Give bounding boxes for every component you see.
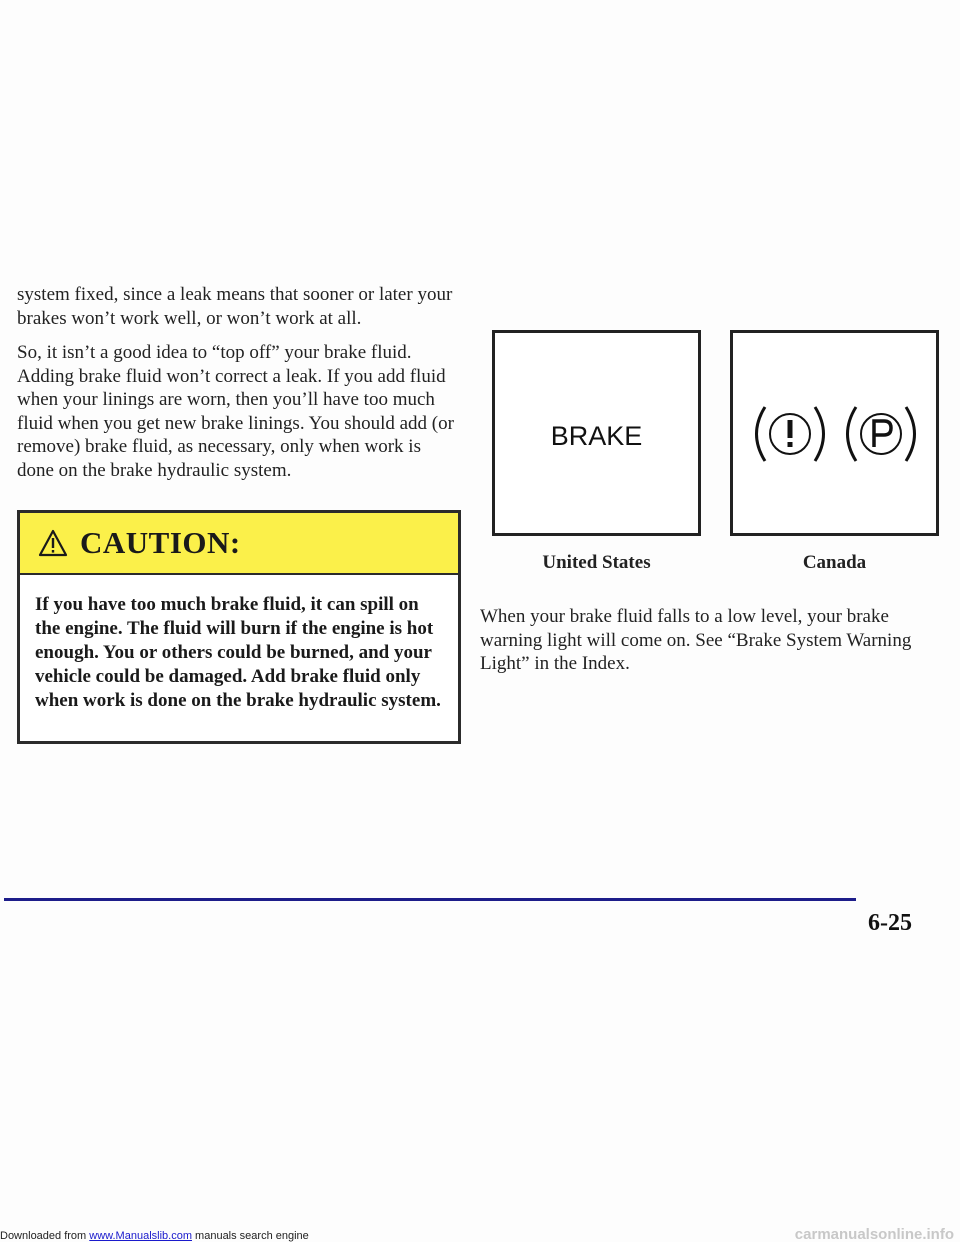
footer-suffix: manuals search engine bbox=[195, 1230, 309, 1242]
us-brake-light-symbol bbox=[492, 330, 701, 536]
caution-text: If you have too much brake fluid, it can spill on the engine. The fluid will burn if the engine is hot enough. You or others could be burned, and your vehicle could be damaged. Add brake fluid only when work is done on the brake hydraulic system. bbox=[35, 594, 441, 711]
brake-word-label: BRAKE bbox=[550, 421, 643, 451]
us-caption: United States bbox=[542, 552, 651, 573]
canada-brake-light-symbol bbox=[730, 330, 939, 536]
canada-caption: Canada bbox=[802, 552, 867, 573]
caution-header bbox=[20, 513, 458, 575]
paragraph-leak-intro: system fixed, since a leak means that sooner or later your brakes won’t work well, or won’t work at all. bbox=[17, 284, 453, 329]
brake-warning-exclamation-park-icon bbox=[738, 395, 933, 473]
caution-box bbox=[17, 510, 461, 744]
paragraph-top-off: So, it isn’t a good idea to “top off” your brake fluid. Adding brake fluid won’t correct a leak. If you add fluid when your linings are worn, then you’ll have too much fluid when you get new brake linings. You should add (or remove) brake fluid, as necessary, only when work is done on the brake hydraulic system. bbox=[17, 342, 454, 481]
footer-rule bbox=[4, 898, 856, 901]
download-footer bbox=[0, 1230, 309, 1242]
watermark: carmanualsonline.info bbox=[794, 1226, 954, 1243]
manualslib-link[interactable]: www.Manualslib.com bbox=[89, 1230, 192, 1242]
warning-triangle-icon bbox=[38, 529, 68, 557]
page-number: 6-25 bbox=[868, 910, 912, 936]
paragraph-warning-light: When your brake fluid falls to a low level, your brake warning light will come on. See “Brake System Warning Light” in the Index. bbox=[480, 606, 912, 674]
footer-prefix: Downloaded from bbox=[0, 1230, 87, 1242]
caution-title: CAUTION: bbox=[80, 525, 241, 560]
